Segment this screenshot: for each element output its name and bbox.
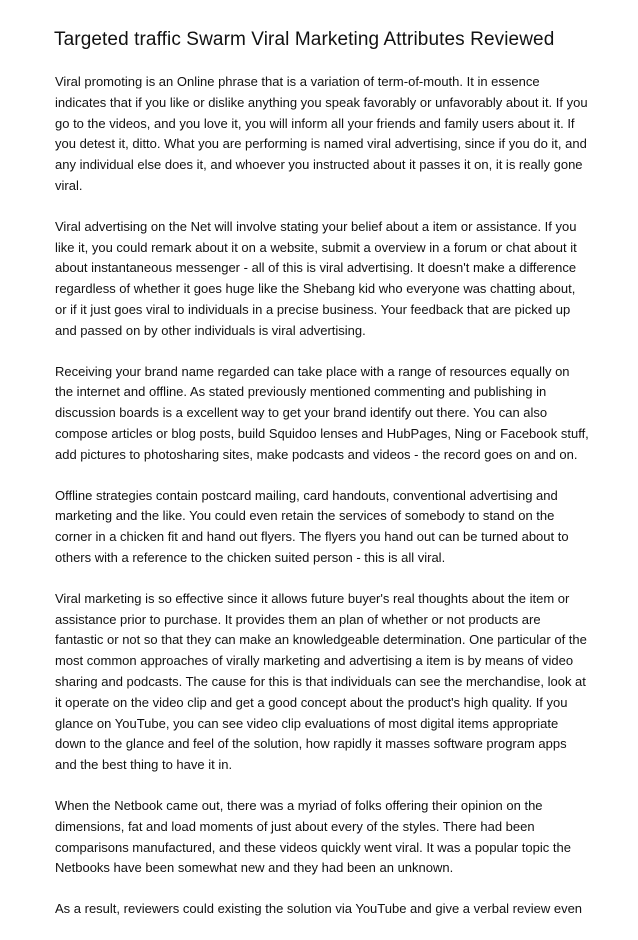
paragraph: As a result, reviewers could existing the solution via YouTube and give a verbal review even [55, 901, 583, 917]
paragraph: Offline strategies contain postcard mailing, card handouts, conventional advertising and marketing and the like. You could even retain the services of somebody to stand on the corner in a chicken fit and hand out flyers. The flyers you hand out can be turned about to others with a reference to the chicken suited person - this is all viral. [55, 487, 569, 565]
paragraph: Viral marketing is so effective since it allows future buyer's real thoughts about the item or assistance prior to purchase. It provides them an plan of whether or not products are fantastic or not so that they can make an knowledgeable determination. One particular of the most common approaches of virally marketing and advertising a item is by means of video sharing and podcasts. The cause for this is that individuals can see the merchandise, look at it operate on the video clip and get a good concept about the product's high quality. If you glance on YouTube, you can see video clip evaluations of most digital items appropriate down to the glance and feel of the solution, how rapidly it masses software program apps and the best thing to have it in. [55, 590, 587, 773]
document-title: Targeted traffic Swarm Viral Marketing Attributes Reviewed [54, 29, 555, 50]
paragraph: Viral advertising on the Net will involve stating your belief about a item or assistance. If you like it, you could remark about it on a website, submit a overview in a forum or chat about it about instantaneous messenger - all of this is viral advertising. It doesn't make a difference regardless of whether it goes huge like the Shebang kid who everyone was chatting about, or if it just goes viral to individuals in a precise business. Your feedback that are picked up and passed on by other individuals is viral advertising. [55, 218, 577, 338]
paragraph: Viral promoting is an Online phrase that is a variation of term-of-mouth. It in essence indicates that if you like or dislike anything you speak favorably or unfavorably about it. If you go to the videos, and you love it, you will inform all your friends and family users about it. If you detest it, ditto. What you are performing is named viral advertising, since if you do it, and any individual else does it, and whoever you instructed about it passes it on, it is really gone viral. [55, 74, 588, 193]
paragraph: Receiving your brand name regarded can take place with a range of resources equally on the internet and offline. As stated previously mentioned commenting and publishing in discussion boards is a excellent way to get your brand identify out there. You can also compose articles or blog posts, build Squidoo lenses and HubPages, Ning or Facebook stuff, add pictures to photosharing sites, make podcasts and videos - the record goes on and on. [55, 363, 589, 462]
document-body [55, 72, 590, 940]
paragraph: When the Netbook came out, there was a myriad of folks offering their opinion on the dimensions, fat and load moments of just about every of the styles. There had been comparisons manufactured, and these videos quickly went viral. It was a popular topic the Netbooks have been somewhat new and they had been an unknown. [55, 797, 571, 876]
